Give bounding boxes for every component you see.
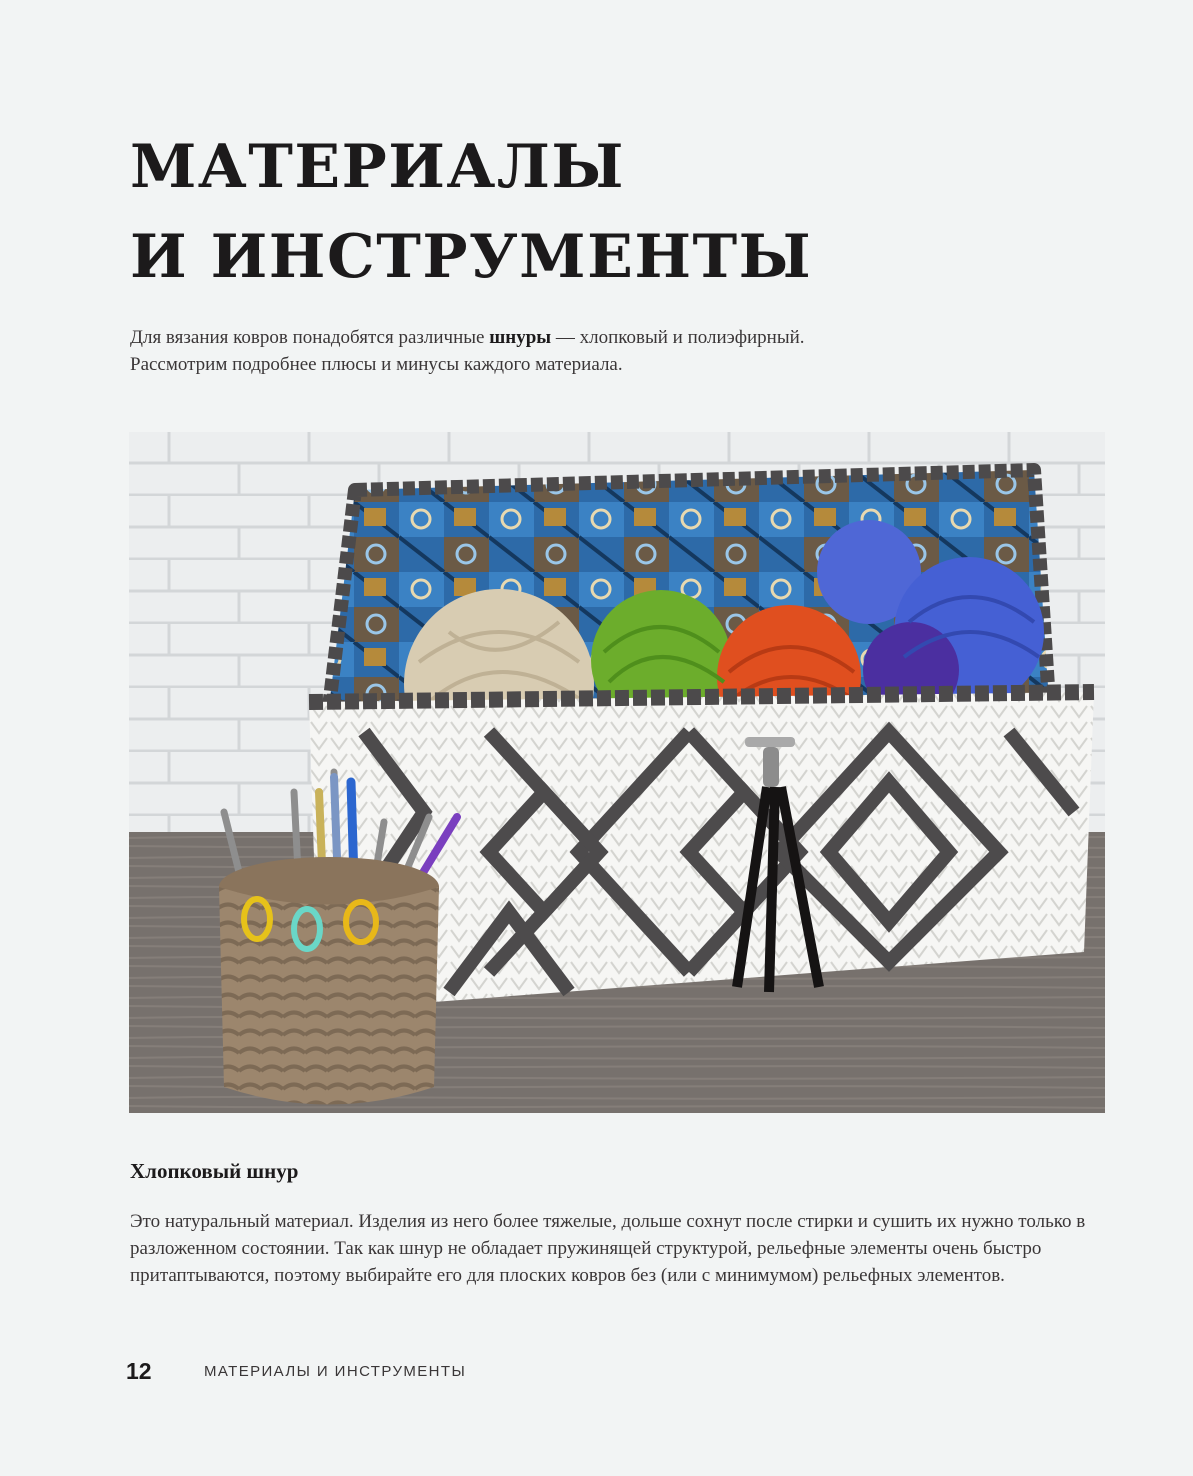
materials-photo	[129, 432, 1105, 1113]
intro-text-start: Для вязания ковров понадобятся различные	[130, 327, 490, 348]
page-title-line-2: И ИНСТРУМЕНТЫ	[130, 222, 813, 292]
intro-text-line-2: Рассмотрим подробнее плюсы и минусы каждого материала.	[130, 354, 623, 375]
page-title	[130, 122, 812, 302]
intro-bold-term: шнуры	[489, 327, 552, 348]
photo-illustration	[129, 432, 1105, 1113]
running-head: МАТЕРИАЛЫ И ИНСТРУМЕНТЫ	[204, 1362, 467, 1380]
section-body: Это натуральный материал. Изделия из него более тяжелые, дольше сохнут после стирки и сушить их нужно только в разложенном состоянии. Так как шнур не обладает пружинящей структурой, рельефные элементы очень быстро притаптываются, поэтому выбирайте его для плоских ковров без (или с минимумом) рельефных элементов.	[130, 1211, 1086, 1286]
page-footer	[126, 1354, 466, 1388]
intro-text-end: — хлопковый и полиэфирный.	[551, 327, 805, 348]
section-heading: Хлопковый шнур	[130, 1159, 299, 1183]
page-title-line-1: МАТЕРИАЛЫ	[130, 132, 625, 202]
intro-paragraph	[130, 324, 1090, 378]
page-number: 12	[126, 1357, 152, 1384]
